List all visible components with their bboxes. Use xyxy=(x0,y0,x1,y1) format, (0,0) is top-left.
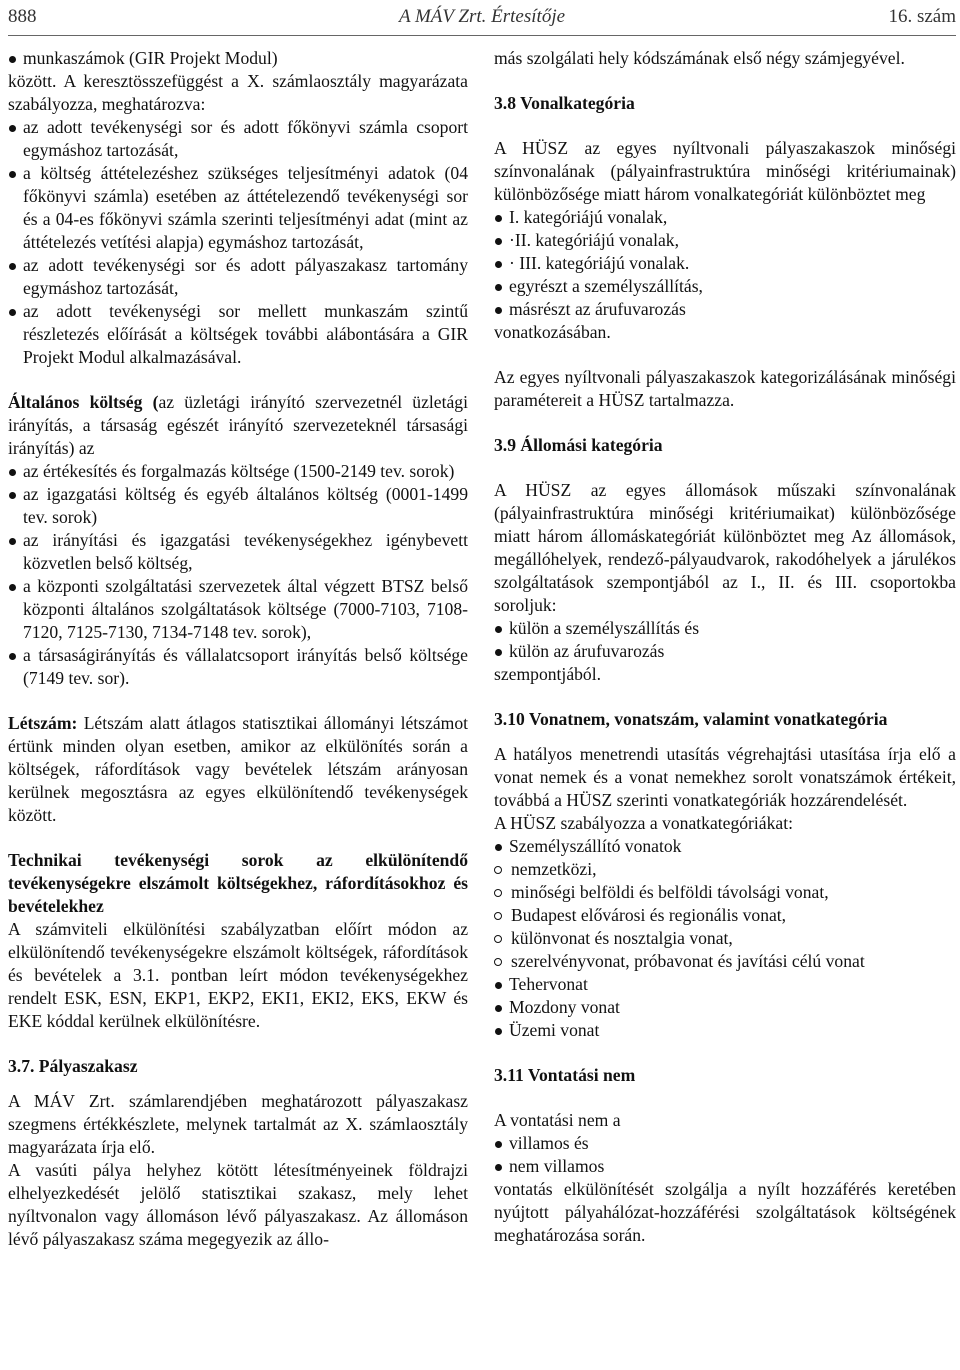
sublist-item: szerelvényvonat, próbavonat és javítási célú vonat xyxy=(494,950,956,973)
sublist-item: Budapest elővárosi és regionális vonat, xyxy=(494,904,956,927)
s38-tail: vonatkozásában. xyxy=(494,322,611,342)
sublist-item: nemzetközi, xyxy=(494,858,956,881)
intro-list xyxy=(8,47,468,70)
letszam-text: Létszám alatt átlagos statisztikai állományi létszámot értünk minden olyan esetben, amikor az elkülönítés során a költségek, ráfordítások vagy bevételek létszám arányosan kerülnek megosztásra az egyes elkülönítendő tevékenységek között. xyxy=(8,713,468,825)
list-item: külön az árufuvarozás xyxy=(494,640,956,663)
list-item: az adott tevékenységi sor mellett munkaszám szintű részletezés előírását a költségek további alábontására a GIR Projekt Modul alkalmazásával. xyxy=(8,300,468,369)
line-category-list xyxy=(494,206,956,321)
s310-paragraph: A hatályos menetrendi utasítás végrehajtási utasítása írja elő a vonat nemek és a vonat nemekhez sorolt vonatszámok értékeit, továbbá a HÜSZ szerinti vonatkategóriák hozzárendelését. xyxy=(494,744,956,810)
altalanos-paragraph xyxy=(8,391,468,460)
sublist-item: minőségi belföldi és belföldi távolsági vonat, xyxy=(494,881,956,904)
altalanos-heading: Általános költség ( xyxy=(8,392,159,412)
s39-tail: szempontjából. xyxy=(494,664,602,684)
list-item: · III. kategóriájú vonalak. xyxy=(494,252,956,275)
passenger-train-sublist xyxy=(494,858,956,973)
altalanos-text: az üzletági irányító szervezetnél üzletági irányítás, a társaság egészét irányító szervezeteknél társasági irányítás) az xyxy=(8,392,468,458)
list-item: Mozdony vonat xyxy=(494,996,956,1019)
station-list xyxy=(494,617,956,663)
s310-paragraph-2: A HÜSZ szabályozza a vonatkategóriákat: xyxy=(494,813,793,833)
list-item: I. kategóriájú vonalak, xyxy=(494,206,956,229)
list-item: az adott tevékenységi sor és adott főkönyvi számla csoport egymáshoz tartozását, xyxy=(8,116,468,162)
left-column xyxy=(8,47,468,1251)
list-item: Üzemi vonat xyxy=(494,1019,956,1042)
list-item: az értékesítés és forgalmazás költsége (1500-2149 tev. sorok) xyxy=(8,460,468,483)
list-item: egyrészt a személyszállítás, xyxy=(494,275,956,298)
list-item: Tehervonat xyxy=(494,973,956,996)
intro-paragraph: között. A keresztösszefüggést a X. számlaosztály magyarázata szabályozza, meghatározva: xyxy=(8,71,468,114)
s311-tail: vontatás elkülönítését szolgálja a nyílt hozzáférés keretében nyújtott pályahálózat-hozzáférési szolgáltatások költségének meghatározása során. xyxy=(494,1179,956,1245)
s38-paragraph-2: Az egyes nyíltvonali pályaszakaszok kategorizálásának minőségi paramétereit a HÜSZ tartalmazza. xyxy=(494,367,956,410)
issue-number: 16. szám xyxy=(888,6,956,27)
list-item: az adott tevékenységi sor és adott pályaszakasz tartomány egymáshoz tartozását, xyxy=(8,254,468,300)
journal-title: A MÁV Zrt. Értesítője xyxy=(398,6,566,27)
page-header xyxy=(8,6,956,30)
section-heading-3-10: 3.10 Vonatnem, vonatszám, valamint vonatkategória xyxy=(494,709,888,729)
list-item: másrészt az árufuvarozás xyxy=(494,298,956,321)
s38-paragraph: A HÜSZ az egyes nyíltvonali pályaszakaszok minőségi színvonalának (pályainfrastruktúra minőségi kritériumainak) különbözősége miatt három vonalkategóriát különböztet meg xyxy=(494,138,956,204)
technikai-text: A számviteli elkülönítési szabályzatban előírt módon az elkülönítendő tevékenységekre elszámolt költségek, ráfordítások és bevételek a 3.1. pontban leírt módon tevékenységekhez rendelt ESK, ESN, EKP1, EKP2, EKI1, EKI2, EKS, EKW és EKE kóddal kerülnek elkülönítésre. xyxy=(8,919,468,1031)
train-category-list xyxy=(494,835,956,858)
technikai-heading: Technikai tevékenységi sorok az elkülönítendő tevékenységekre elszámolt költségekhez, ráfordításokhoz és bevételekhez xyxy=(8,850,468,916)
list-item: külön a személyszállítás és xyxy=(494,617,956,640)
list-item: a költség áttételezéshez szükséges teljesítményi adatok (04 főkönyvi számla) esetében az áttételezendő tevékenységi sor és a 04-es főkönyvi számla szerinti teljesítményi adat (mint az áttételezés vetítési alapja) egymáshoz tartozását, xyxy=(8,162,468,254)
list-item: villamos és xyxy=(494,1132,956,1155)
train-category-list-2 xyxy=(494,973,956,1042)
letszam-paragraph xyxy=(8,712,468,827)
s37-paragraph-1: A MÁV Zrt. számlarendjében meghatározott pályaszakasz szegmens értékkészlete, melynek tartalmát az X. számlaosztály magyarázata írja elő. xyxy=(8,1091,468,1157)
section-heading-3-11: 3.11 Vontatási nem xyxy=(494,1065,636,1085)
list-item: Személyszállító vonatok xyxy=(494,835,956,858)
page-number: 888 xyxy=(8,6,37,27)
right-column xyxy=(494,47,956,1247)
list-item: nem villamos xyxy=(494,1155,956,1178)
list-item: az irányítási és igazgatási tevékenységekhez igénybevett közvetlen belső költség, xyxy=(8,529,468,575)
crossref-list xyxy=(8,116,468,369)
continued-paragraph: más szolgálati hely kódszámának első négy számjegyével. xyxy=(494,48,905,68)
list-item: az igazgatási költség és egyéb általános költség (0001-1499 tev. sorok) xyxy=(8,483,468,529)
section-heading-3-9: 3.9 Állomási kategória xyxy=(494,435,663,455)
sublist-item: különvonat és nosztalgia vonat, xyxy=(494,927,956,950)
traction-list xyxy=(494,1132,956,1178)
list-item: munkaszámok (GIR Projekt Modul) xyxy=(8,47,468,70)
list-item: a központi szolgáltatási szervezetek által végzett BTSZ belső központi általános szolgáltatások költsége (7000-7103, 7108-7120, 7125-7130, 7134-7148 tev. sorok), xyxy=(8,575,468,644)
list-item: ·II. kategóriájú vonalak, xyxy=(494,229,956,252)
letszam-heading: Létszám: xyxy=(8,713,78,733)
section-heading-3-8: 3.8 Vonalkategória xyxy=(494,93,635,113)
cost-list xyxy=(8,460,468,690)
section-heading-3-7: 3.7. Pályaszakasz xyxy=(8,1056,138,1076)
list-item: a társaságirányítás és vállalatcsoport irányítás belső költsége (7149 tev. sor). xyxy=(8,644,468,690)
s37-paragraph-2: A vasúti pálya helyhez kötött létesítményeinek földrajzi elhelyezkedését jelölő statisztikai szakasz, mely lehet nyíltvonalon vagy állomáson lévő pályaszakasz. Az állomáson lévő pályaszakasz száma megegyezik az állo- xyxy=(8,1160,468,1249)
header-rule xyxy=(8,35,956,36)
s39-paragraph: A HÜSZ az egyes állomások műszaki színvonalának (pályainfrastruktúra minőségi kritériumaikat) különbözősége miatt három állomáskategóriát különböztet meg Az állomások, megállóhelyek, rendező-pályaudvarok, rakodóhelyek a járulékos szolgáltatások szempontjából az I., II. és III. csoportokba soroljuk: xyxy=(494,480,956,615)
s311-paragraph: A vontatási nem a xyxy=(494,1110,621,1130)
